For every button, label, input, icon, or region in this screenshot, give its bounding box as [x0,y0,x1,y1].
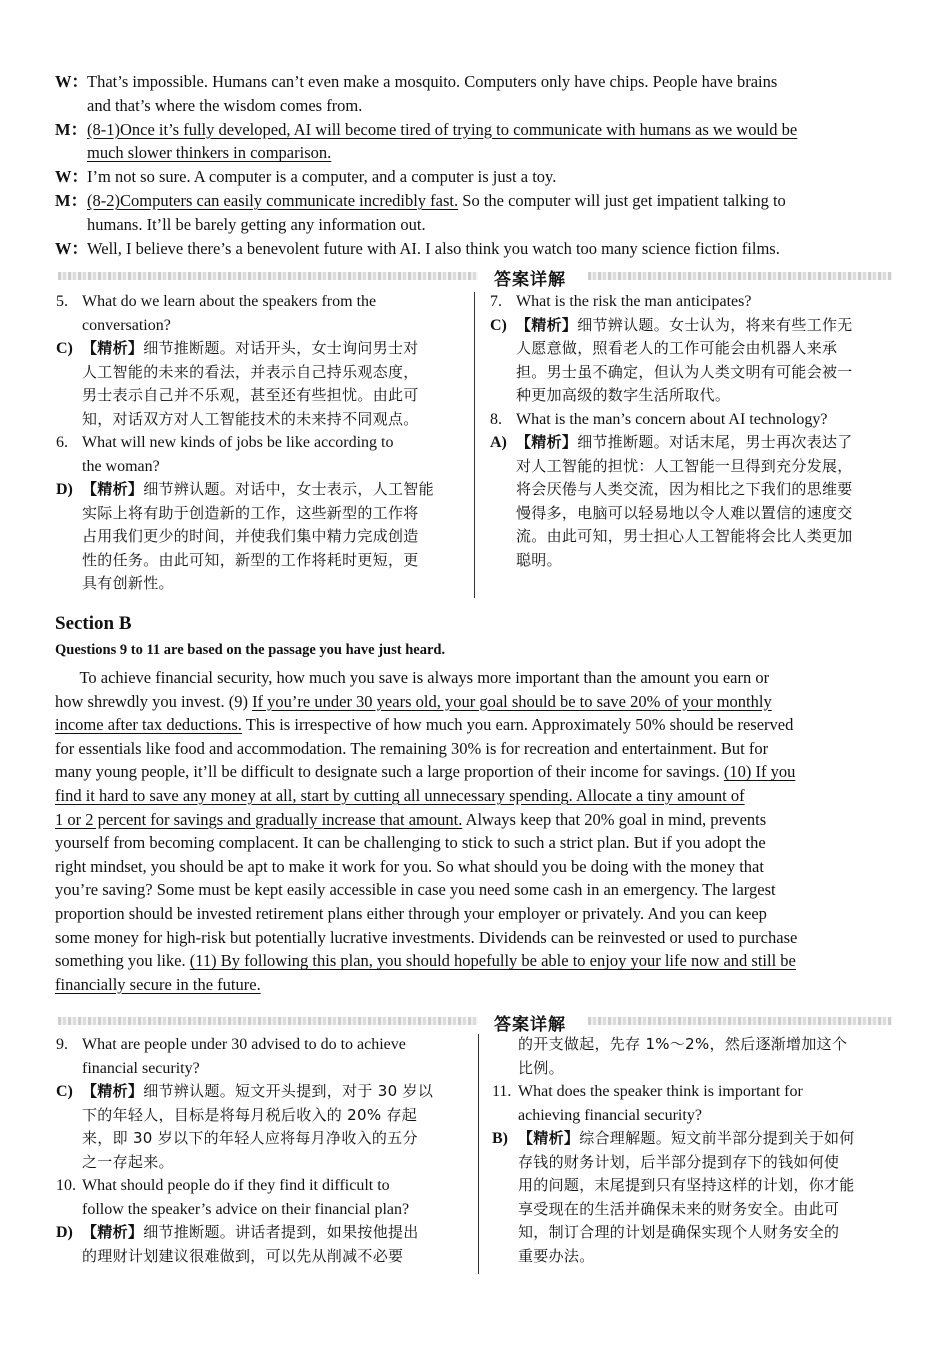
passage-line [55,737,895,761]
question-number: 6. [56,434,68,451]
answer-item [492,1127,896,1268]
dialogue-text: (8-2)Computers can easily communicate incredibly fast. [87,191,459,210]
question-number: 9. [56,1036,68,1053]
underlined-text: 1 or 2 percent for savings and gradually increase that amount. [55,809,463,829]
analysis-line [516,384,853,408]
analysis-text: 细节推断题。对话末尾，男士再次表达了 [577,433,853,451]
dialogue-line [87,141,331,165]
analysis-line [518,1221,855,1245]
analysis-line [82,1104,433,1128]
answer-divider-1 [58,265,892,290]
analysis-line [518,1245,855,1269]
question-line: What should people do if they find it difficult to [82,1177,390,1194]
question-line: What will new kinds of jobs be like according to [82,434,394,451]
analysis-line [516,361,853,385]
passage-text: Always keep that 20% goal in mind, prevents [462,809,767,829]
passage-text: proportion should be invested retirement plans either through your employer or privately. And you can keep [55,903,767,923]
answer-letter: B) [492,1130,508,1147]
dialogue-text: (8-1)Once it’s fully developed, AI will become tired of trying to communicate with humans as we would be [87,119,798,139]
passage-line [55,760,895,784]
analysis-line [516,478,853,502]
answer-analysis [516,314,853,408]
analysis-line [82,1127,433,1151]
analysis-line [82,384,419,408]
analysis-text: 下的年轻人，目标是将每月税后收入的 20% 存起 [82,1105,418,1124]
question-item [492,1080,896,1127]
question-line: What are people under 30 advised to do to achieve [82,1036,406,1053]
passage-line [55,808,895,832]
speaker-label: M： [55,119,88,139]
dialogue-line [87,94,362,118]
analysis-line [516,502,853,526]
dialogue-line [55,165,556,189]
passage-text: To achieve financial security, how much you save is always more important than the amount you earn or [55,668,770,687]
analysis-tag: 【精析】 [516,315,578,334]
passage-text: many young people, it’ll be difficult to designate such a large proportion of their income for savings. [55,762,724,782]
dialogue-text: I’m not so sure. A computer is a computer, and a computer is just a toy. [87,167,557,187]
dialogue-text: humans. It’ll be barely getting any information out. [87,214,426,234]
question-line: What is the risk the man anticipates? [516,293,752,310]
analysis-line [82,478,434,502]
analysis-line [82,502,434,526]
passage-line [55,855,895,879]
answer-letter: C) [490,316,507,334]
analysis-text: 用的问题，末尾提到只有坚持这样的计划，你才能 [518,1176,855,1194]
analysis-tag: 【精析】 [82,1082,144,1100]
question-text [518,1080,803,1127]
analysis-tag: 【精析】 [82,480,144,498]
column-rule [478,1034,479,1274]
analysis-text: 细节辨认题。短文开头提到，对于 30 岁以 [143,1082,434,1100]
question-text [82,1033,406,1080]
speaker-label: W： [55,238,88,258]
section-title: Section B [55,613,132,634]
question-item [56,1033,462,1080]
underlined-text: income after tax deductions. [55,715,242,735]
answer-item [490,314,894,408]
analysis-text: 享受现在的生活并确保未来的财务安全。由此可 [518,1199,840,1218]
analysis-text: 细节辨认题。对话中，女士表示，人工智能 [143,480,434,498]
indent [492,1033,518,1080]
answer-letter: C) [56,340,73,357]
analysis-text: 综合理解题。短文前半部分提到关于如何 [579,1129,855,1147]
question-text [82,431,393,478]
passage-text: how shrewdly you invest. (9) [55,691,253,711]
passage-line [55,973,895,997]
underlined-text: find it hard to save any money at all, start by cutting all unnecessary spending. Allocate a tiny amount of [55,785,745,805]
answer-letter: D) [56,1224,73,1241]
analysis-text: 将会厌倦与人类交流，因为相比之下我们的思维要 [516,480,853,498]
analysis-line [82,525,434,549]
dialogue-line [55,189,786,213]
speaker-label: W： [55,167,88,187]
analysis-text: 对人工智能的担忧：人工智能一旦得到充分发展， [516,456,853,475]
answer-analysis [518,1033,847,1080]
analysis-line [82,337,419,361]
question-item [56,1174,462,1221]
question-item [490,290,894,314]
question-number: 7. [490,293,502,310]
analysis-line [516,431,853,455]
passage-text: you’re saving? Some must be kept easily accessible in case you need some cash in an emergency. The largest [55,880,776,900]
underlined-text: (11) By following this plan, you should hopefully be able to enjoy your life now and still be [189,951,796,971]
analysis-text: 人工智能的未来的看法，并表示自己持乐观态度， [82,362,419,381]
question-number: 8. [490,410,502,428]
analysis-line [518,1174,855,1198]
question-line: What is the man’s concern about AI technology? [516,410,828,428]
dialogue-line [55,70,777,94]
analysis-tag: 【精析】 [82,339,144,357]
question-item [56,290,460,337]
section-subtitle: Questions 9 to 11 are based on the passage you have just heard. [55,642,446,658]
dialogue-line [55,237,780,261]
passage-line [55,690,895,714]
dialogue-text: Well, I believe there’s a benevolent future with AI. I also think you watch too many science fiction films. [87,238,780,258]
analysis-text: 重要办法。 [518,1246,595,1265]
analysis-text: 男士表示自己并不乐观，甚至还有些担忧。由此可 [82,386,419,404]
passage-text: something you like. [55,951,190,971]
question-line: financial security? [82,1059,200,1077]
passage-line [55,902,895,926]
passage-line [55,666,895,690]
answer-analysis [518,1127,855,1268]
dialogue-text: That’s impossible. Humans can’t even make a mosquito. Computers only have chips. People have brains [87,72,778,91]
analysis-text: 细节推断题。讲话者提到，如果按他提出 [143,1223,419,1241]
passage-line [55,878,895,902]
answer-item [56,337,460,431]
answer-continuation [492,1033,896,1080]
analysis-text: 聪明。 [516,550,562,569]
question-line: What does the speaker think is important for [518,1083,803,1100]
answer-analysis [516,431,853,572]
passage-text: This is irrespective of how much you earn. Approximately 50% should be reserved [241,715,794,735]
answer-divider-2 [58,1010,892,1035]
question-item [490,408,894,432]
analysis-line [82,408,419,432]
question-number: 11. [492,1083,512,1100]
analysis-line [82,1221,419,1245]
underlined-text: financially secure in the future. [55,974,261,994]
dialogue-line [55,118,797,142]
analysis-line: 比例。 [518,1058,564,1077]
passage [55,666,895,996]
analysis-line [518,1127,855,1151]
divider-label: 答案详解 [490,265,570,290]
analysis-text: 知，制订合理的计划是确保实现个人财务安全的 [518,1223,840,1241]
column-rule [474,292,475,598]
answer-letter: A) [490,434,507,451]
analysis-line [82,1151,433,1175]
analysis-text: 的理财计划建议很难做到，可以先从削减不必要 [82,1246,404,1265]
answer-letter: D) [56,481,73,498]
question-number: 5. [56,293,68,310]
analysis-text: 细节辨认题。女士认为，将来有些工作无 [577,315,853,334]
analysis-line [516,455,853,479]
analysis-line [516,337,853,361]
analysis-text: 来，即 30 岁以下的年轻人应将每月净收入的五分 [82,1129,418,1147]
answers-left-column-1 [56,290,460,596]
analysis-tag: 【精析】 [516,433,578,451]
analysis-line: 的开支做起，先存 1%～2%，然后逐渐增加这个 [518,1035,848,1053]
analysis-line [518,1198,855,1222]
analysis-text: 种更加高级的数字生活所取代。 [516,386,731,404]
analysis-line [82,549,434,573]
analysis-line [82,1080,433,1104]
question-line: the woman? [82,457,160,475]
dialogue-line [87,213,426,237]
answer-analysis [82,337,419,431]
passage-text: some money for high-risk but potentially lucrative investments. Dividends can be reinvested or used to purchase [55,927,798,947]
passage-line [55,784,895,808]
passage-line [55,926,895,950]
answer-item [490,431,894,572]
divider-label: 答案详解 [490,1010,570,1035]
passage-text: yourself from becoming complacent. It can be challenging to stick to such a strict plan. But if you adopt the [55,833,766,853]
answer-item [56,1221,462,1268]
analysis-text: 具有创新性。 [82,574,174,592]
analysis-line [516,525,853,549]
speaker-label: M： [55,191,88,210]
analysis-text: 担。男士虽不确定，但认为人类文明有可能会被一 [516,362,853,381]
passage-line [55,713,895,737]
question-number: 10. [56,1177,76,1194]
answer-analysis [82,478,434,596]
question-text [82,290,376,337]
answer-analysis [82,1080,433,1174]
analysis-text: 实际上将有助于创造新的工作，这些新型的工作将 [82,503,419,522]
analysis-text: 细节推断题。对话开头，女士询问男士对 [143,339,419,357]
analysis-text: 知，对话双方对人工智能技术的未来持不同观点。 [82,409,419,428]
analysis-line [82,361,419,385]
answers-right-column-1 [490,290,894,572]
question-line: follow the speaker’s advice on their financial plan? [82,1200,410,1218]
underlined-text: If you’re under 30 years old, your goal should be to save 20% of your monthly [252,691,772,711]
dialogue-text: much slower thinkers in comparison. [87,143,332,163]
analysis-line [516,549,853,573]
analysis-text: 人愿意做，照看老人的工作可能会由机器人来承 [516,339,838,357]
analysis-line [518,1151,855,1175]
analysis-text: 性的任务。由此可知，新型的工作将耗时更短，更 [82,550,419,569]
answer-analysis [82,1221,419,1268]
analysis-text: 之一存起来。 [82,1152,174,1171]
answers-right-column-2 [492,1033,896,1268]
analysis-text: 占用我们更少的时间，并使我们集中精力完成创造 [82,527,419,545]
passage-text: right mindset, you should be apt to make it work for you. So what should you be doing with the money that [55,856,764,876]
passage-line [55,949,895,973]
question-text [516,290,751,314]
analysis-text: 慢得多，电脑可以轻易地以令人难以置信的速度交 [516,503,853,522]
question-text [82,1174,409,1221]
question-line: conversation? [82,316,171,334]
question-text [516,408,827,432]
analysis-line [82,1245,419,1269]
dialogue-text: So the computer will just get impatient talking to [458,191,786,210]
question-line: What do we learn about the speakers from the [82,293,377,310]
answers-left-column-2 [56,1033,462,1268]
question-line: achieving financial security? [518,1106,702,1124]
analysis-line [82,572,434,596]
dialogue-text: and that’s where the wisdom comes from. [87,95,363,115]
passage-line [55,831,895,855]
speaker-label: W： [55,72,88,91]
analysis-text: 流。由此可知，男士担心人工智能将会比人类更加 [516,527,853,545]
passage-text: for essentials like food and accommodation. The remaining 30% is for recreation and entertainment. But for [55,738,769,758]
question-item [56,431,460,478]
analysis-tag: 【精析】 [82,1223,144,1241]
analysis-tag: 【精析】 [518,1129,580,1147]
answer-item [56,1080,462,1174]
underlined-text: (10) If you [723,762,796,782]
answer-item [56,478,460,596]
analysis-line [516,314,853,338]
analysis-text: 存钱的财务计划，后半部分提到存下的钱如何使 [518,1152,840,1171]
answer-letter: C) [56,1083,73,1100]
